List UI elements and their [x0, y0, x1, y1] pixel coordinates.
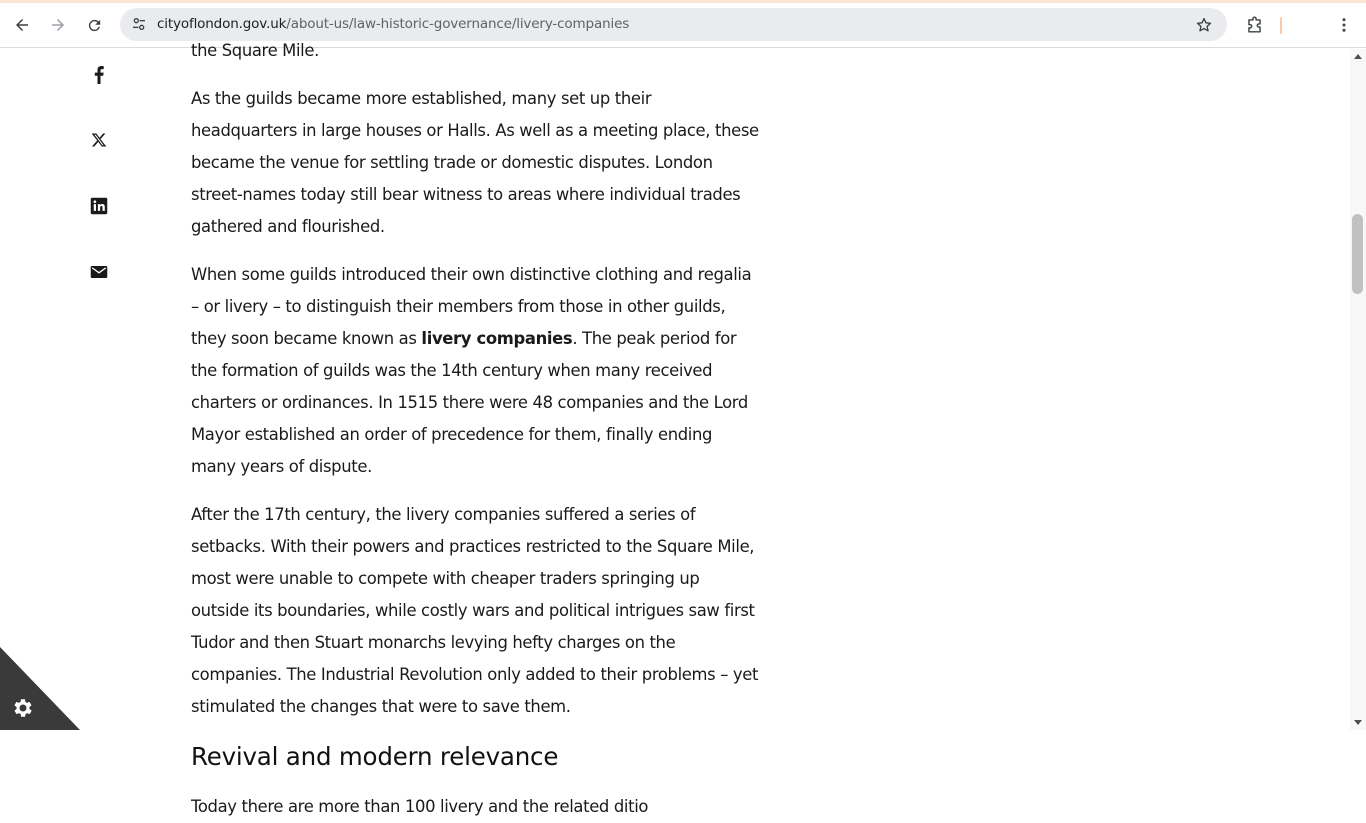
paragraph-livery-end: . The peak period for the formation of guilds was the 14th century when many received charters or ordinances. In 1515 there were 48 companies and the Lord Mayor established an order of precedence for them, finally ending many years of dispute.	[191, 329, 748, 476]
arrow-right-icon	[49, 16, 67, 34]
vertical-scrollbar[interactable]	[1350, 49, 1366, 730]
forward-button[interactable]	[44, 11, 72, 39]
arrow-left-icon	[13, 16, 31, 34]
url-host: cityoflondon.gov.uk	[157, 16, 287, 32]
star-icon	[1195, 16, 1213, 34]
x-icon	[91, 132, 107, 148]
linkedin-icon	[90, 197, 108, 215]
browser-menu-button[interactable]	[1330, 11, 1358, 39]
section-heading: Revival and modern relevance	[191, 742, 559, 771]
toolbar-divider	[1280, 17, 1282, 34]
share-linkedin-button[interactable]	[88, 195, 110, 217]
back-button[interactable]	[8, 11, 36, 39]
email-icon	[90, 265, 108, 279]
paragraph-halls: As the guilds became more established, many set up their headquarters in large houses or Halls. As well as a meeting place, these became the venue for settling trade or domestic disputes. London street-names today still bear witness to areas where individual trades gathered and flourished.	[191, 89, 759, 236]
paragraph-livery-start: When some guilds introduced their own distinctive clothing and regalia – or livery – to distinguish their members from those in other guilds, they soon became known as	[191, 265, 752, 348]
reload-icon	[86, 17, 103, 34]
page-content	[0, 41, 1350, 816]
tune-icon[interactable]	[128, 13, 150, 35]
livery-companies-term: livery companies	[421, 329, 573, 348]
scroll-up-arrow-icon[interactable]	[1354, 54, 1362, 59]
reload-button[interactable]	[80, 11, 108, 39]
bookmark-star-button[interactable]	[1193, 14, 1215, 36]
scroll-down-arrow-icon[interactable]	[1354, 720, 1362, 725]
extensions-button[interactable]	[1240, 11, 1268, 39]
scrollbar-thumb[interactable]	[1352, 214, 1363, 294]
puzzle-icon	[1245, 16, 1264, 35]
share-facebook-button[interactable]	[88, 64, 110, 86]
article-body	[191, 35, 761, 823]
cookie-settings-button[interactable]	[0, 647, 80, 730]
url-path: /about-us/law-historic-governance/livery-companies	[286, 16, 630, 32]
gear-icon	[10, 695, 36, 721]
share-x-button[interactable]	[88, 129, 110, 151]
share-email-button[interactable]	[88, 261, 110, 283]
paragraph-partial: Today there are more than 100 livery and the related ditio	[191, 797, 649, 816]
url-text[interactable]	[157, 16, 629, 32]
kebab-menu-icon	[1335, 16, 1353, 34]
paragraph-intro-end: the Square Mile.	[191, 41, 319, 60]
paragraph-setbacks: After the 17th century, the livery companies suffered a series of setbacks. With their powers and practices restricted to the Square Mile, most were unable to compete with cheaper traders springing up outside its boundaries, while costly wars and political intrigues saw first Tudor and then Stuart monarchs levying hefty charges on the companies. The Industrial Revolution only added to their problems – yet stimulated the changes that were to save them.	[191, 505, 759, 716]
paragraph-livery	[191, 259, 761, 483]
facebook-icon	[92, 66, 106, 84]
